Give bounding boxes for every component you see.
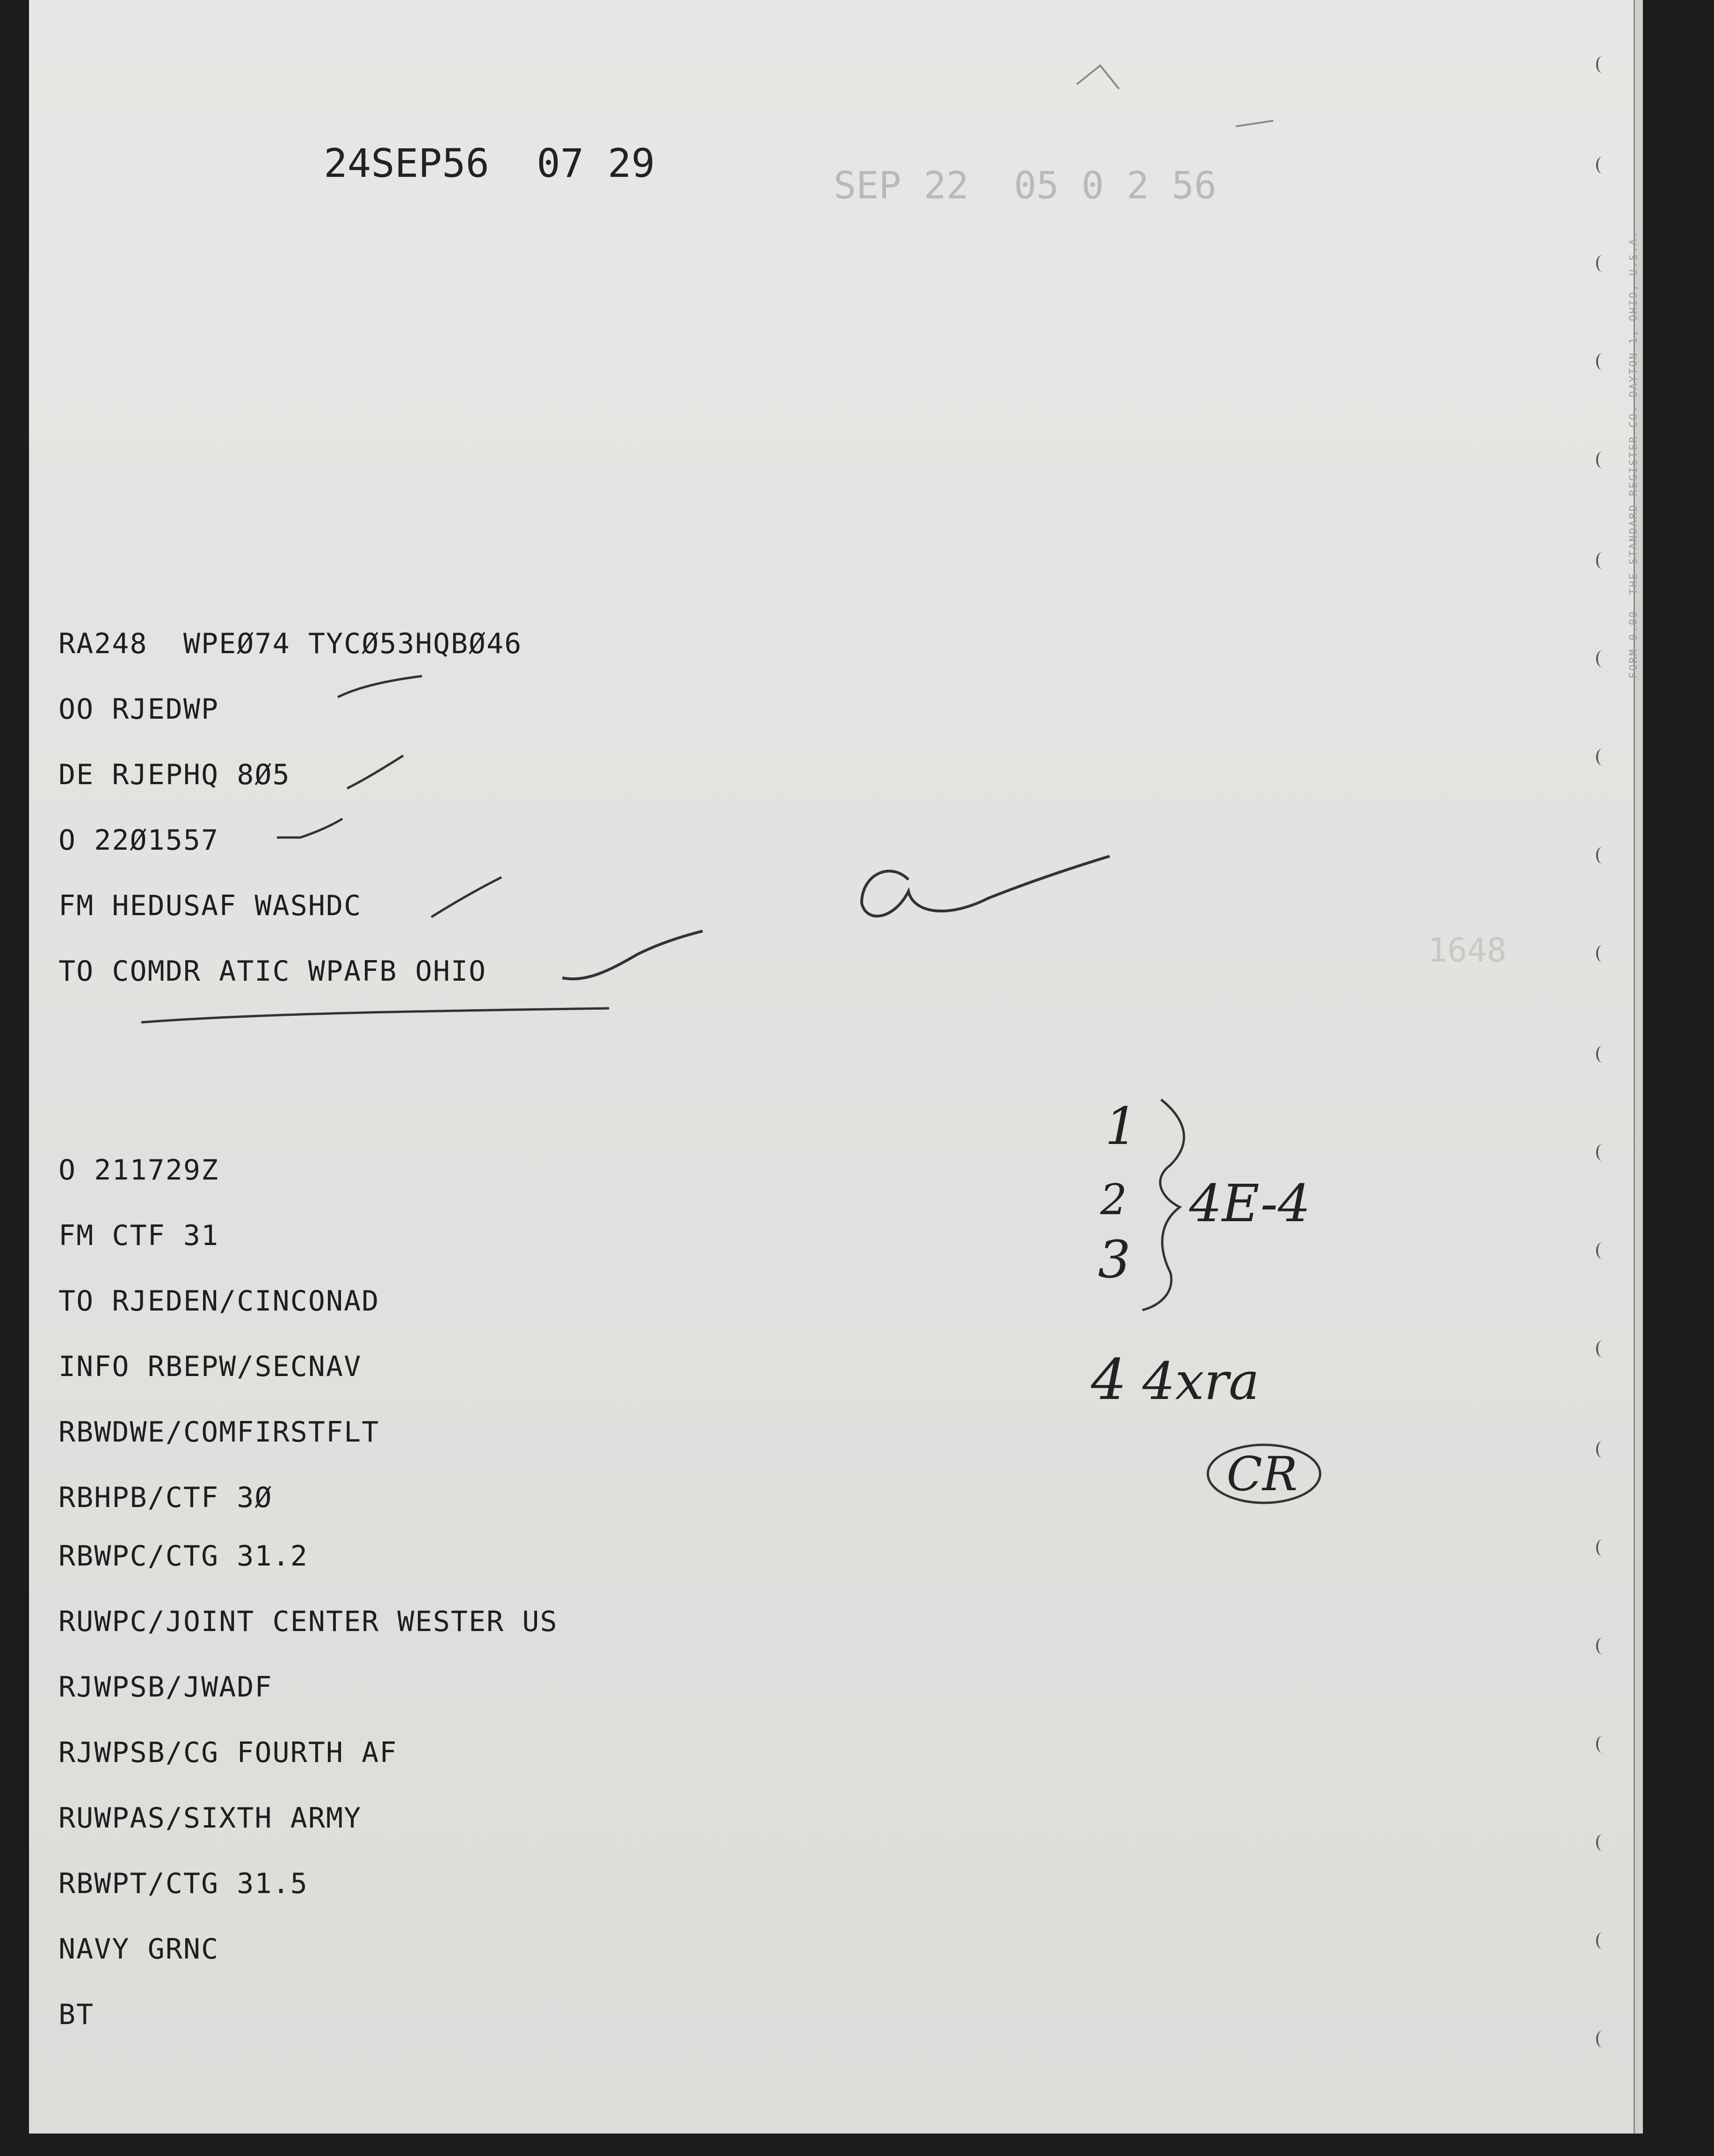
- handwritten-number: 3: [1098, 1230, 1131, 1289]
- check-mark: [338, 676, 422, 697]
- addressee-line: RUWPAS/SIXTH ARMY: [58, 1802, 362, 1835]
- addressee-line: RBWDWE/COMFIRSTFLT: [58, 1416, 380, 1449]
- initials-scribble: [862, 856, 1110, 916]
- received-date-stamp: 24SEP56 07 29: [324, 140, 655, 186]
- handwritten-code: 4E-4: [1189, 1173, 1311, 1233]
- addressee-line: RJWPSB/JWADF: [58, 1671, 273, 1704]
- message-datetime-line: O 211729Z: [58, 1154, 219, 1187]
- sprocket-holes: [1596, 0, 1624, 2134]
- addressee-line: RJWPSB/CG FOURTH AF: [58, 1736, 398, 1769]
- circled-initials: CR: [1227, 1447, 1298, 1501]
- datetime-group-line: O 22Ø1557: [58, 824, 219, 857]
- check-mark: [562, 931, 703, 979]
- faint-number: 1648: [1428, 931, 1507, 969]
- message-to-line: TO RJEDEN/CINCONAD: [58, 1285, 380, 1318]
- addressee-line: RBWPC/CTG 31.2: [58, 1540, 308, 1573]
- handwritten-annotations: [29, 0, 1643, 2134]
- faint-mark: [1077, 66, 1119, 89]
- margin-print: FORM 0.00 THE STANDARD REGISTER CO. DAYTON 1, OHIO, U.S.A.: [1628, 230, 1640, 678]
- addressee-line: RUWPC/JOINT CENTER WESTER US: [58, 1605, 558, 1638]
- bracket-mark: [1142, 1100, 1184, 1310]
- handwritten-number: 1: [1105, 1096, 1138, 1156]
- check-mark: [431, 877, 501, 917]
- check-mark: [277, 819, 342, 838]
- faint-mark: [1236, 121, 1273, 126]
- break-line: BT: [58, 1998, 94, 2031]
- underline-stroke: [141, 1008, 609, 1022]
- precedence-line: OO RJEDWP: [58, 693, 219, 726]
- addressee-line: RBHPB/CTF 3Ø: [58, 1481, 273, 1514]
- from-line: FM HEDUSAF WASHDC: [58, 889, 362, 922]
- faint-date-stamp: SEP 22 05 0 2 56: [834, 164, 1217, 207]
- handwritten-number: 2: [1100, 1175, 1127, 1224]
- handwritten-initials: 4xra: [1142, 1351, 1260, 1411]
- originator-station-line: DE RJEPHQ 8Ø5: [58, 758, 291, 791]
- addressee-line: RBWPT/CTG 31.5: [58, 1867, 308, 1900]
- message-from-line: FM CTF 31: [58, 1219, 219, 1252]
- teletype-page: [29, 0, 1643, 2134]
- routing-line: RA248 WPEØ74 TYCØ53HQBØ46: [58, 627, 523, 660]
- to-line: TO COMDR ATIC WPAFB OHIO: [58, 955, 487, 988]
- handwritten-number: 4: [1091, 1348, 1127, 1413]
- message-info-line: INFO RBEPW/SECNAV: [58, 1350, 362, 1383]
- addressee-line: NAVY GRNC: [58, 1933, 219, 1966]
- check-mark: [347, 756, 403, 788]
